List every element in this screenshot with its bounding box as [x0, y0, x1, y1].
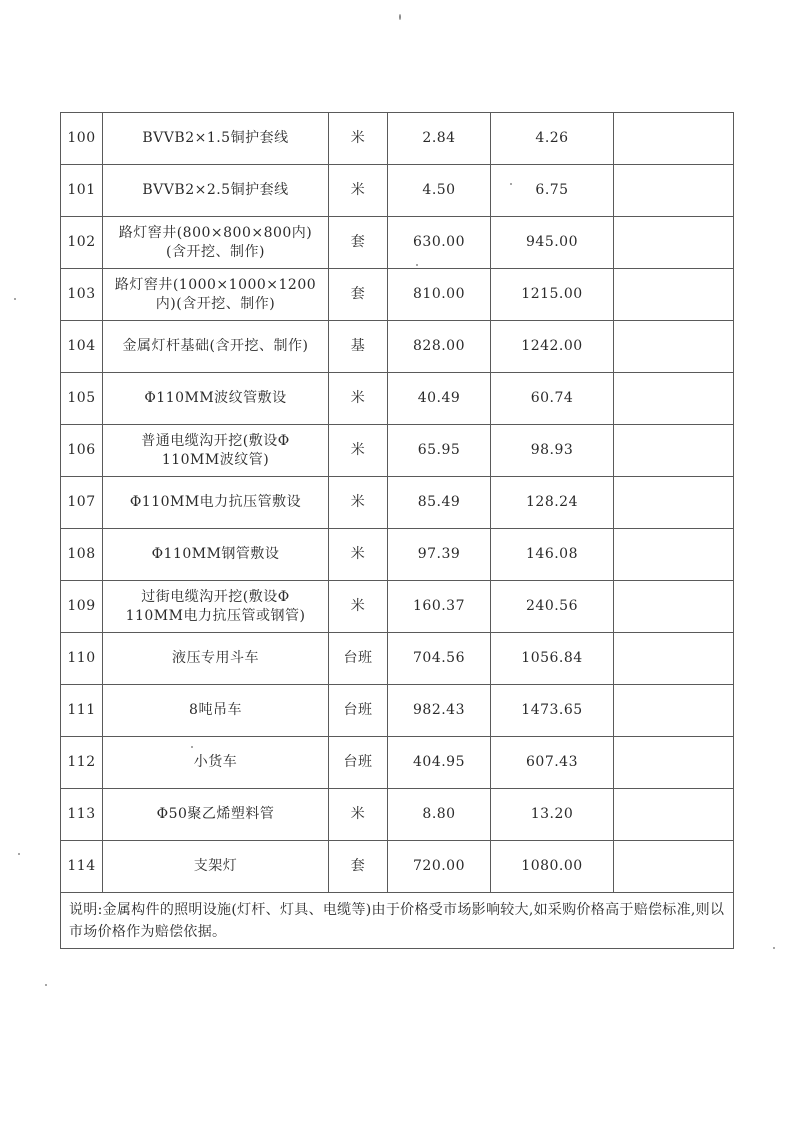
item-unit: 套	[329, 217, 388, 269]
item-name: BVVB2×1.5铜护套线	[103, 113, 329, 165]
item-note	[614, 737, 734, 789]
item-note	[614, 633, 734, 685]
item-name: BVVB2×2.5铜护套线	[103, 165, 329, 217]
footnote-row	[61, 893, 734, 949]
item-unit: 基	[329, 321, 388, 373]
item-name: Φ110MM波纹管敷设	[103, 373, 329, 425]
item-price-standard: 720.00	[388, 841, 491, 893]
table-footnote: 说明:金属构件的照明设施(灯杆、灯具、电缆等)由于价格受市场影响较大,如采购价格高于赔偿标准,则以市场价格作为赔偿依据。	[61, 893, 734, 949]
item-name: 液压专用斗车	[103, 633, 329, 685]
scan-speck	[399, 14, 401, 20]
item-price-standard: 4.50	[388, 165, 491, 217]
table-row	[61, 373, 734, 425]
item-price-standard: 630.00	[388, 217, 491, 269]
item-price-max: 13.20	[491, 789, 614, 841]
item-number: 100	[61, 113, 103, 165]
item-note	[614, 321, 734, 373]
item-price-standard: 8.80	[388, 789, 491, 841]
item-price-max: 1473.65	[491, 685, 614, 737]
item-number: 109	[61, 581, 103, 633]
table-row	[61, 841, 734, 893]
item-note	[614, 269, 734, 321]
item-name: 路灯窖井(1000×1000×1200 内)(含开挖、制作)	[103, 269, 329, 321]
item-price-max: 1080.00	[491, 841, 614, 893]
item-name: 普通电缆沟开挖(敷设Φ 110MM波纹管)	[103, 425, 329, 477]
item-number: 107	[61, 477, 103, 529]
item-price-max: 1215.00	[491, 269, 614, 321]
item-unit: 米	[329, 581, 388, 633]
item-price-standard: 65.95	[388, 425, 491, 477]
item-number: 114	[61, 841, 103, 893]
item-note	[614, 113, 734, 165]
item-note	[614, 581, 734, 633]
item-name: 路灯窖井(800×800×800内) (含开挖、制作)	[103, 217, 329, 269]
item-number: 103	[61, 269, 103, 321]
item-number: 111	[61, 685, 103, 737]
scan-speck	[773, 947, 775, 949]
item-note	[614, 425, 734, 477]
table-row	[61, 321, 734, 373]
item-price-max: 240.56	[491, 581, 614, 633]
item-price-standard: 810.00	[388, 269, 491, 321]
table-body	[61, 113, 734, 949]
item-note	[614, 685, 734, 737]
item-price-max: 98.93	[491, 425, 614, 477]
item-price-standard: 828.00	[388, 321, 491, 373]
item-note	[614, 373, 734, 425]
item-note	[614, 477, 734, 529]
item-number: 112	[61, 737, 103, 789]
item-number: 105	[61, 373, 103, 425]
table-row	[61, 269, 734, 321]
item-unit: 米	[329, 477, 388, 529]
table-row	[61, 789, 734, 841]
item-note	[614, 789, 734, 841]
item-note	[614, 529, 734, 581]
scan-speck	[45, 984, 47, 986]
item-note	[614, 165, 734, 217]
item-number: 110	[61, 633, 103, 685]
scan-speck	[510, 183, 512, 185]
item-unit: 套	[329, 269, 388, 321]
scan-speck	[18, 853, 20, 855]
item-name: 8吨吊车	[103, 685, 329, 737]
item-price-max: 146.08	[491, 529, 614, 581]
item-number: 106	[61, 425, 103, 477]
item-unit: 台班	[329, 685, 388, 737]
scan-speck	[14, 298, 16, 300]
item-price-max: 1056.84	[491, 633, 614, 685]
item-name: 过街电缆沟开挖(敷设Φ 110MM电力抗压管或钢管)	[103, 581, 329, 633]
item-name: Φ50聚乙烯塑料管	[103, 789, 329, 841]
item-price-standard: 160.37	[388, 581, 491, 633]
item-unit: 套	[329, 841, 388, 893]
item-unit: 台班	[329, 737, 388, 789]
item-name: 金属灯杆基础(含开挖、制作)	[103, 321, 329, 373]
item-unit: 米	[329, 113, 388, 165]
table-row	[61, 737, 734, 789]
item-price-max: 6.75	[491, 165, 614, 217]
item-name: Φ110MM钢管敷设	[103, 529, 329, 581]
table-row	[61, 425, 734, 477]
item-price-standard: 2.84	[388, 113, 491, 165]
item-price-max: 4.26	[491, 113, 614, 165]
item-number: 104	[61, 321, 103, 373]
item-price-max: 128.24	[491, 477, 614, 529]
item-price-max: 945.00	[491, 217, 614, 269]
item-price-standard: 97.39	[388, 529, 491, 581]
table-row	[61, 217, 734, 269]
table-row	[61, 113, 734, 165]
item-price-max: 1242.00	[491, 321, 614, 373]
table-row	[61, 529, 734, 581]
item-number: 102	[61, 217, 103, 269]
item-unit: 台班	[329, 633, 388, 685]
item-unit: 米	[329, 425, 388, 477]
item-unit: 米	[329, 529, 388, 581]
item-price-standard: 404.95	[388, 737, 491, 789]
item-note	[614, 841, 734, 893]
item-name: 支架灯	[103, 841, 329, 893]
table-row	[61, 165, 734, 217]
table-row	[61, 581, 734, 633]
item-unit: 米	[329, 789, 388, 841]
item-price-max: 607.43	[491, 737, 614, 789]
table-row	[61, 685, 734, 737]
item-number: 113	[61, 789, 103, 841]
item-price-standard: 704.56	[388, 633, 491, 685]
item-unit: 米	[329, 373, 388, 425]
item-number: 101	[61, 165, 103, 217]
item-note	[614, 217, 734, 269]
item-name: 小货车	[103, 737, 329, 789]
item-price-standard: 85.49	[388, 477, 491, 529]
item-price-standard: 40.49	[388, 373, 491, 425]
item-price-max: 60.74	[491, 373, 614, 425]
compensation-price-table	[60, 112, 734, 949]
item-number: 108	[61, 529, 103, 581]
scan-speck	[416, 264, 418, 266]
table-row	[61, 633, 734, 685]
scan-speck	[191, 746, 193, 748]
table-row	[61, 477, 734, 529]
item-price-standard: 982.43	[388, 685, 491, 737]
item-name: Φ110MM电力抗压管敷设	[103, 477, 329, 529]
item-unit: 米	[329, 165, 388, 217]
